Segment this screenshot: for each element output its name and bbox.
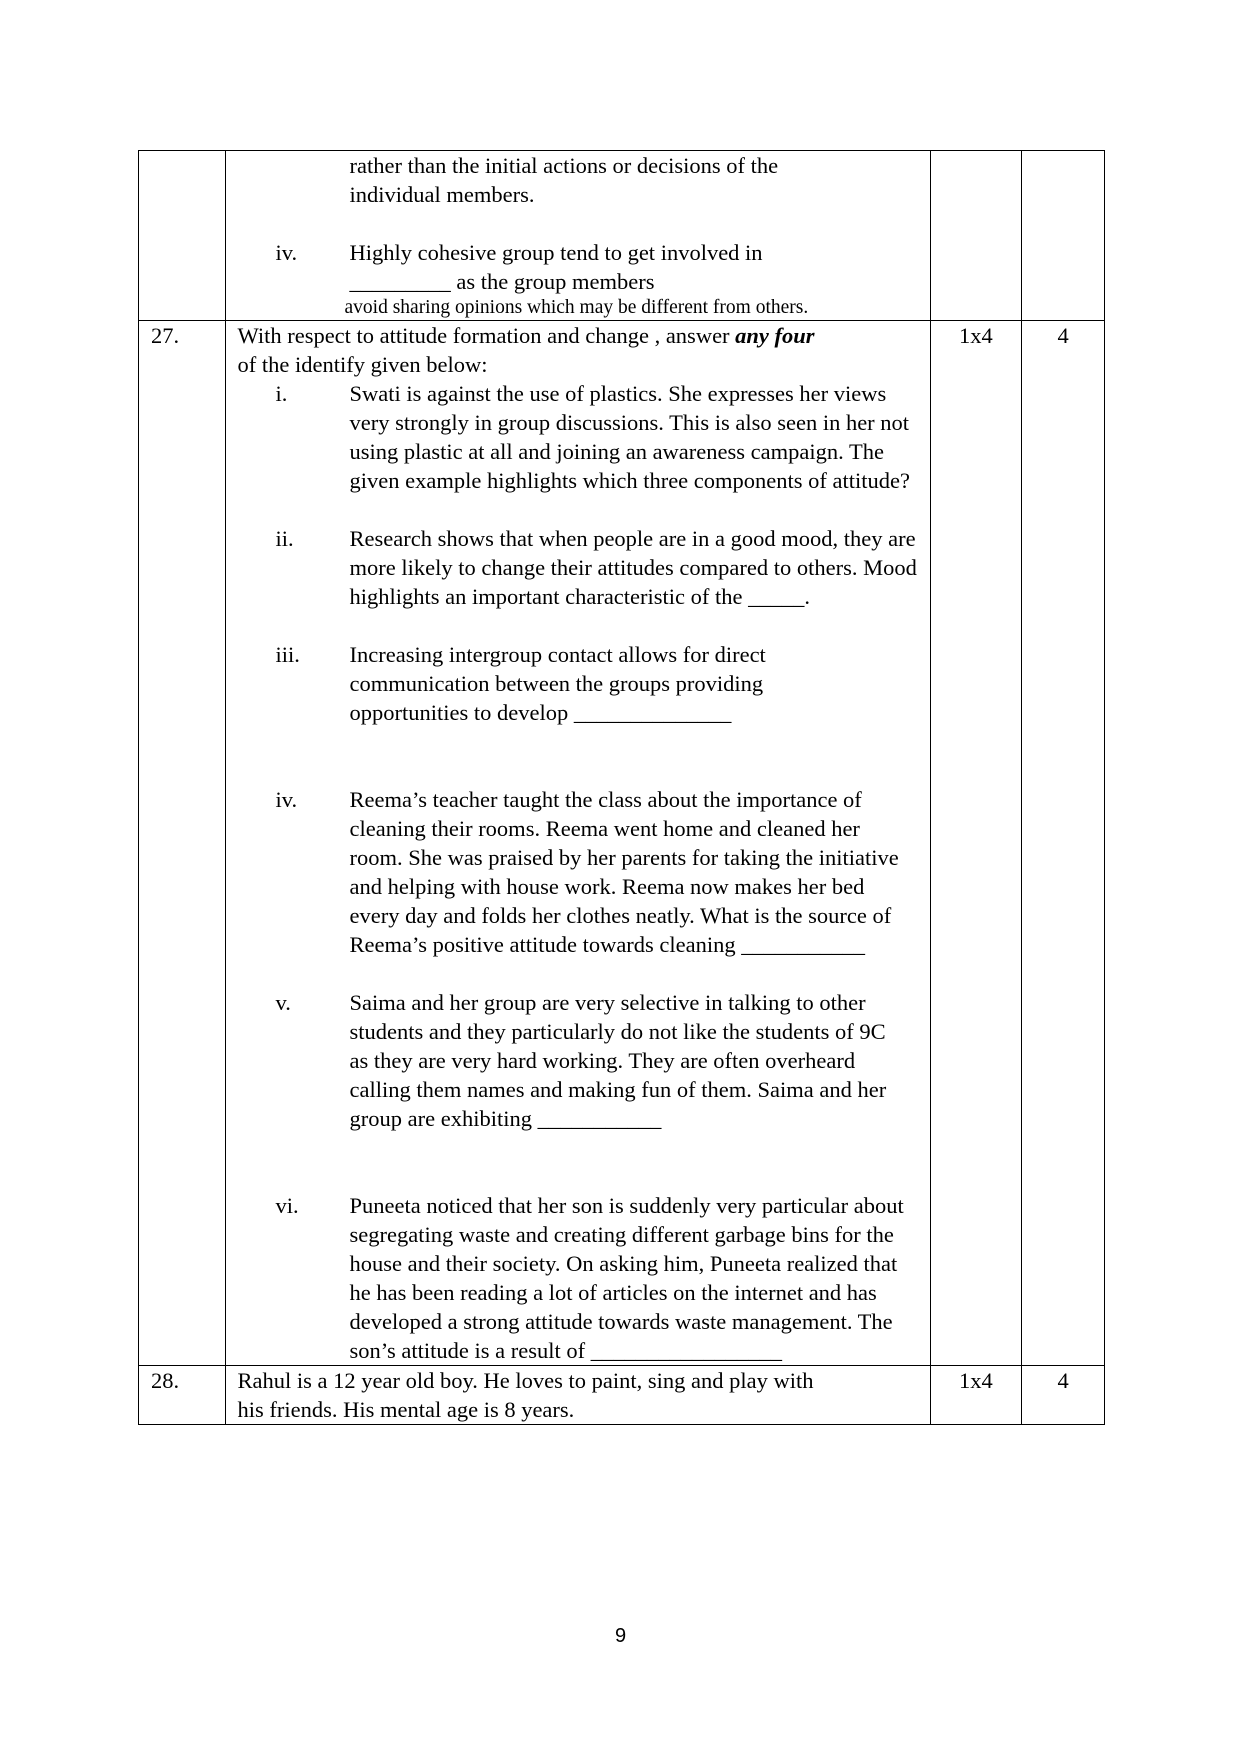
questions-table xyxy=(138,150,1105,1425)
list-item xyxy=(238,640,878,727)
item-text: Puneeta noticed that her son is suddenly very particular about segregating waste and creating different garbage bins for the house and their society. On asking him, Puneeta realized that he has been reading a lot of articles on the internet and has developed a strong attitude towards waste management. The son’s attitude is a result of _________________ xyxy=(349,1193,904,1363)
list-item xyxy=(238,785,918,959)
question-number-cell xyxy=(139,151,226,321)
total-marks-cell xyxy=(1022,151,1105,321)
item-text-line: avoid sharing opinions which may be different from others. xyxy=(344,297,809,318)
item-text: Research shows that when people are in a good mood, they are more likely to change their attitudes compared to others. Mood highlights an important characteristic of the _____. xyxy=(349,526,917,609)
list-item xyxy=(238,988,908,1133)
list-item xyxy=(238,379,913,495)
table-row xyxy=(139,321,1105,1366)
intro-text-line: of the identify given below: xyxy=(237,352,488,377)
question-text-cell xyxy=(225,1366,930,1425)
question-text-line: Rahul is a 12 year old boy. He loves to paint, sing and play with xyxy=(237,1368,814,1393)
continued-text-line: individual members. xyxy=(349,182,535,207)
item-numeral: ii. xyxy=(275,526,294,551)
list-item xyxy=(238,238,918,267)
table-row xyxy=(139,151,1105,321)
question-intro xyxy=(238,321,918,350)
item-text-line: _________ as the group members xyxy=(349,269,655,294)
question-text-cell xyxy=(225,321,930,1366)
item-text: Highly cohesive group tend to get involved in xyxy=(349,240,763,265)
item-numeral: v. xyxy=(275,990,291,1015)
marks-cell xyxy=(930,151,1022,321)
item-text: Saima and her group are very selective in talking to other students and they particularly do not like the students of 9C as they are very hard working. They are often overheard calling them names and making fun of them. Saima and her group are exhibiting ___________ xyxy=(349,990,887,1131)
table-row xyxy=(139,1366,1105,1425)
total-marks-cell: 4 xyxy=(1022,1366,1105,1425)
list-item xyxy=(238,524,918,611)
item-text: Reema’s teacher taught the class about the importance of cleaning their rooms. Reema went home and cleaned her room. She was praised by her parents for taking the initiative and helping with house work. Reema now makes her bed every day and folds her clothes neatly. What is the source of Reema’s positive attitude towards cleaning ___________ xyxy=(349,787,899,957)
item-numeral: iii. xyxy=(275,642,300,667)
marks-cell: 1x4 xyxy=(930,1366,1022,1425)
marks-cell: 1x4 xyxy=(930,321,1022,1366)
item-text: Swati is against the use of plastics. She expresses her views very strongly in group discussions. This is also seen in her not using plastic at all and joining an awareness campaign. The given example highlights which three components of attitude? xyxy=(349,381,910,493)
item-text: Increasing intergroup contact allows for direct communication between the groups providing opportunities to develop ______________ xyxy=(349,642,766,725)
item-numeral: vi. xyxy=(275,1193,299,1218)
question-number: 28. xyxy=(139,1366,226,1425)
total-marks-cell: 4 xyxy=(1022,321,1105,1366)
list-item xyxy=(238,1191,918,1365)
question-text-line: his friends. His mental age is 8 years. xyxy=(237,1397,575,1422)
question-text-cell xyxy=(225,151,930,321)
intro-text: With respect to attitude formation and change , answer xyxy=(237,323,736,348)
question-number: 27. xyxy=(139,321,226,1366)
page-number: 9 xyxy=(614,1625,627,1647)
item-numeral: iv. xyxy=(275,240,298,265)
item-numeral: i. xyxy=(275,381,288,406)
item-numeral: iv. xyxy=(275,787,298,812)
intro-emphasis: any four xyxy=(735,323,815,348)
continued-text-line: rather than the initial actions or decisions of the xyxy=(349,153,779,178)
